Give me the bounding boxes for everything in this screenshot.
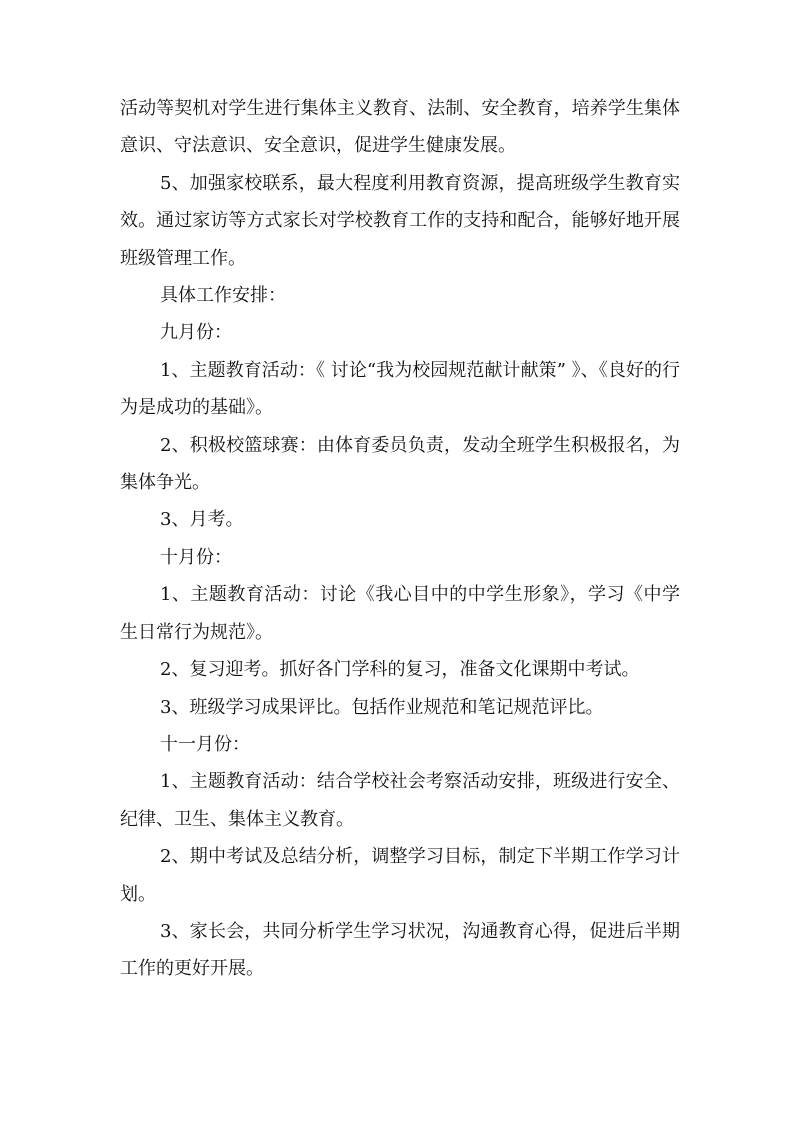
document-body [120,90,680,988]
november-item-1: 1、主题教育活动：结合学校社会考察活动安排，班级进行安全、纪律、卫生、集体主义教育。 [120,771,680,830]
october-item-2: 2、复习迎考。抓好各门学科的复习，准备文化课期中考试。 [160,659,640,681]
paragraph-2: 5、加强家校联系，最大程度利用教育资源，提高班级学生教育实效。通过家访等方式家长对学校教育工作的支持和配合，能够好地开展班级管理工作。 [120,172,680,269]
paragraph-1: 活动等契机对学生进行集体主义教育、法制、安全教育，培养学生集体意识、守法意识、安全意识，促进学生健康发展。 [120,98,680,157]
september-item-2: 2、积极校篮球赛：由体育委员负责，发动全班学生积极报名，为集体争光。 [120,434,680,494]
september-item-1: 1、主题教育活动：《 讨论“我为校园规范献计献策” 》、《良好的行为是成功的基础》。 [120,359,680,419]
month-heading-november: 十一月份： [160,733,250,755]
month-heading-october: 十月份： [160,546,232,568]
october-item-1: 1、主题教育活动：讨论《我心目中的中学生形象》，学习《中学生日常行为规范》。 [120,584,680,643]
november-item-3: 3、家长会，共同分析学生学习状况，沟通教育心得，促进后半期工作的更好开展。 [120,920,680,980]
section-heading-schedule: 具体工作安排： [160,285,286,307]
october-item-3: 3、班级学习成果评比。包括作业规范和笔记规范评比。 [160,696,604,718]
month-heading-september: 九月份： [160,322,232,344]
september-item-3: 3、月考。 [160,509,244,531]
november-item-2: 2、期中考试及总结分析，调整学习目标，制定下半期工作学习计划。 [120,846,680,905]
